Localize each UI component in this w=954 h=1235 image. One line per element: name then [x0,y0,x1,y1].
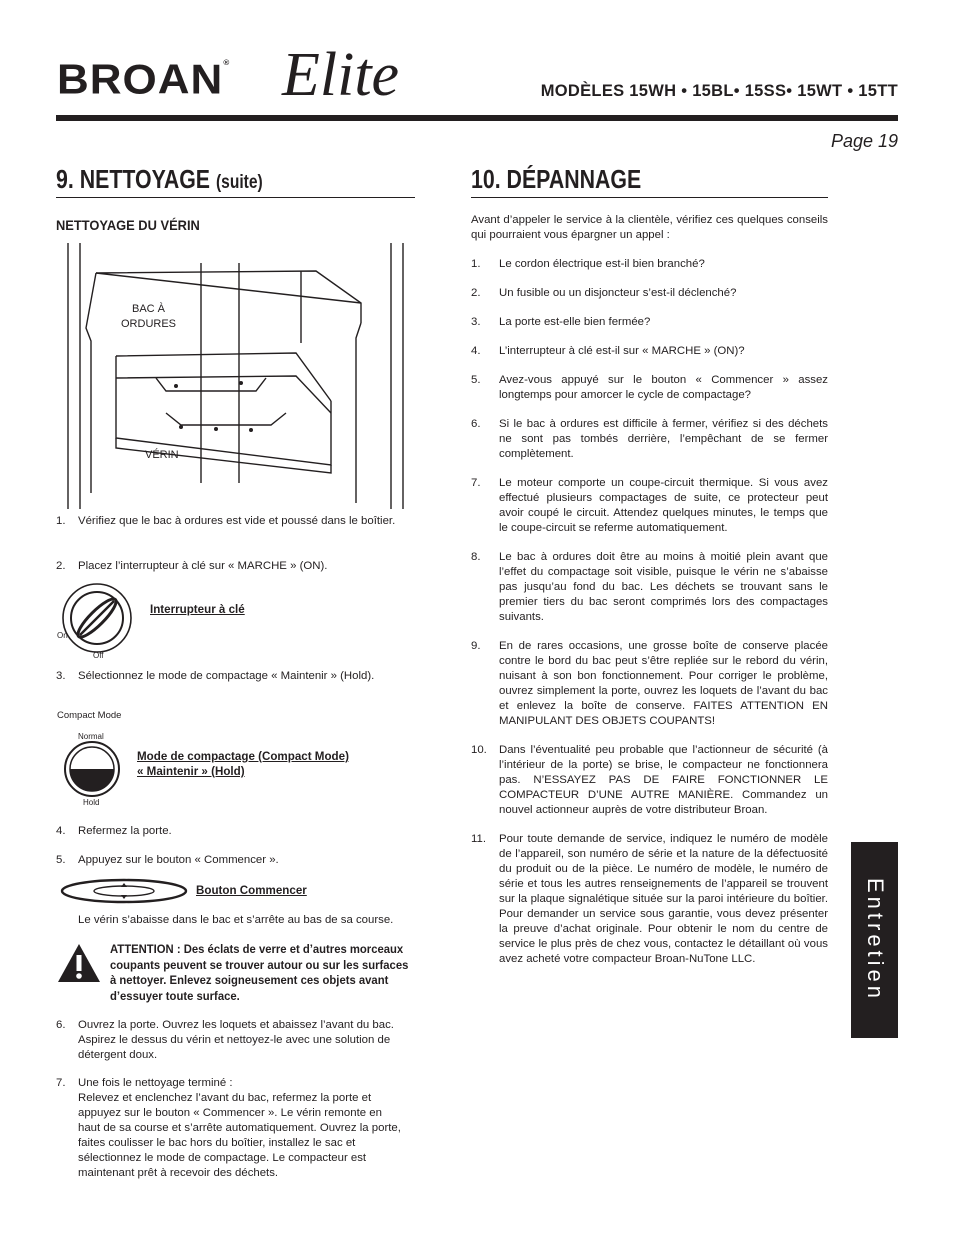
key-switch-label: Interrupteur à clé [150,603,245,616]
item-text: Avez-vous appuyé sur le bouton « Commencer » assez longtemps pour amorcer le cycle de compactage? [499,374,828,401]
ram-cleaning-figure [56,243,415,509]
start-button-icon [60,878,188,904]
item-text: Le bac à ordures doit être au moins à moitié plein avant que l’effet du compactage soit visible, puisque le vérin ne s’abaisse pas jusqu’au fond du bac. Les déchets se trouvant sans le premier tiers du bac seront comprimés lors des compactages suivants. [499,551,828,623]
compact-mode-normal-label: Normal [78,732,104,741]
compact-mode-label-1: Mode de compactage (Compact Mode) [137,750,349,763]
figure-label-bin-2: ORDURES [121,318,177,330]
compact-mode-hold-label: Hold [83,798,100,807]
item-number: 4. [471,345,481,357]
broan-logo: BROAN® [57,56,231,103]
compact-mode-caption: Compact Mode [57,710,122,721]
item-number: 11. [471,833,486,845]
step-7-detail: Relevez et enclenchez l’avant du bac, refermez la porte et appuyez sur le bouton « Commencer ». Le vérin remonte en haut de sa course et s’arrête automatiquement. Ouvrez la porte, faites coulisser le bac hors du boîtier, installez le sac et sélectionnez le mode de compactage. Le compacteur est maintenant prêt à recevoir des déchets. [78,1092,401,1179]
item-number: 10. [471,744,487,756]
step-text: Une fois le nettoyage terminé : [78,1077,233,1089]
item-number: 5. [471,374,481,386]
compact-mode-label-2: « Maintenir » (Hold) [137,765,245,778]
warning-icon [56,942,102,984]
step-number: 6. [56,1019,66,1031]
models-heading: MODÈLES 15WH • 15BL• 15SS• 15WT • 15TT [540,82,898,100]
key-switch-on-label: On [57,631,68,640]
step-text: Placez l’interrupteur à clé sur « MARCHE » (ON). [78,560,328,572]
item-text: En de rares occasions, une grosse boîte de conserve placée contre le bord du bac peut s’être repliée sur le rebord du vérin, nuisant à son bon fonctionnement. Pour corriger le problème, ouvrez simplement la porte, ouvrez les loquets de l’avant du bac et enlevez la boîte de conserve. FAITES ATTENTION EN MANIPULANT DES OBJETS COUPANTS! [499,640,828,727]
compact-mode-dial-icon [60,741,124,797]
item-number: 8. [471,551,481,563]
figure-label-bin-1: BAC À [132,303,166,315]
start-button-label: Bouton Commencer [196,884,307,897]
side-tab-label: Entretien [862,877,888,1003]
item-text: Pour toute demande de service, indiquez le numéro de modèle de l’appareil, son numéro de série et la nature de la défectuosité du produit ou de la pièce. Le numéro de modèle, le numéro de série et tous les autres renseignements de l’appareil se trouvent sur la plaque signalétique située sur la paroi intérieure du boîtier. Pour demander un service sous garantie, vous devez présenter la preuve d’achat originale. Pour obtenir le nom du centre de service le plus près de chez vous, contactez le détaillant où vous avez acheté votre compacteur Broan-NuTone LLC. [499,833,828,965]
item-number: 7. [471,477,481,489]
key-switch-off-label: Off [93,651,104,660]
elite-logo: Elite [282,41,400,109]
step-text: Ouvrez la porte. Ouvrez les loquets et abaissez l’avant du bac. Aspirez le dessus du vérin et nettoyez-le avec une solution de détergent doux. [78,1019,394,1061]
step-text: Vérifiez que le bac à ordures est vide et poussé dans le boîtier. [78,515,396,527]
item-text: Le cordon électrique est-il bien branché? [499,258,705,270]
step-number: 3. [56,670,66,682]
item-text: L’interrupteur à clé est-il sur « MARCHE » (ON)? [499,345,745,357]
item-number: 9. [471,640,481,652]
warning-text: ATTENTION : Des éclats de verre et d’autres morceaux coupants peuvent se trouver autour ou sur les surfaces à nettoyer. Enlevez soigneusement ces objets avant d’essuyer toute surface. [110,942,409,1003]
after-start-text: Le vérin s’abaisse dans le bac et s’arrête au bas de sa course. [78,914,394,926]
item-number: 1. [471,258,481,270]
step-number: 7. [56,1077,66,1089]
item-number: 6. [471,418,481,430]
item-text: Dans l’éventualité peu probable que l’actionneur de sécurité (à l’intérieur de la porte) se brise, le compacteur ne fonctionnera pas. N’ESSAYEZ PAS DE FAIRE FONCTIONNER LE COMPACTEUR D’UNE AUTRE MANIÈRE. Commandez un nouvel actionneur auprès de votre distributeur Broan. [499,744,828,816]
step-number: 5. [56,854,66,866]
title-rule-left [56,197,415,198]
item-text: La porte est-elle bien fermée? [499,316,651,328]
item-number: 3. [471,316,481,328]
step-number: 2. [56,560,66,572]
step-number: 4. [56,825,66,837]
figure-label-ram: VÉRIN [145,449,179,461]
section-title-cleaning: 9. NETTOYAGE (suite) [56,164,263,194]
key-switch-icon [56,580,146,662]
step-number: 1. [56,515,66,527]
item-text: Si le bac à ordures est difficile à fermer, vérifiez si des déchets ne sont pas tombés derrière, l’empêchant de se fermer complètement. [499,418,828,460]
header-rule [56,115,898,121]
subsection-title: NETTOYAGE DU VÉRIN [56,217,200,233]
page-number: Page 19 [830,131,898,151]
step-text: Sélectionnez le mode de compactage « Maintenir » (Hold). [78,670,375,682]
step-text: Refermez la porte. [78,825,172,837]
section-title-troubleshooting: 10. DÉPANNAGE [471,164,642,194]
troubleshooting-intro: Avant d’appeler le service à la clientèle, vérifiez ces quelques conseils qui pourraient vous épargner un appel : [471,214,828,241]
title-rule-right [471,197,828,198]
item-text: Un fusible ou un disjoncteur s’est-il déclenché? [499,287,737,299]
item-text: Le moteur comporte un coupe-circuit thermique. Si vous avez effectué plusieurs compactages de suite, ce protecteur peut avoir coupé le circuit. Attendez quelques minutes, le temps que le coupe-circuit se referme automatiquement. [499,477,828,534]
item-number: 2. [471,287,481,299]
side-tab [851,842,898,1038]
step-text: Appuyez sur le bouton « Commencer ». [78,854,279,866]
